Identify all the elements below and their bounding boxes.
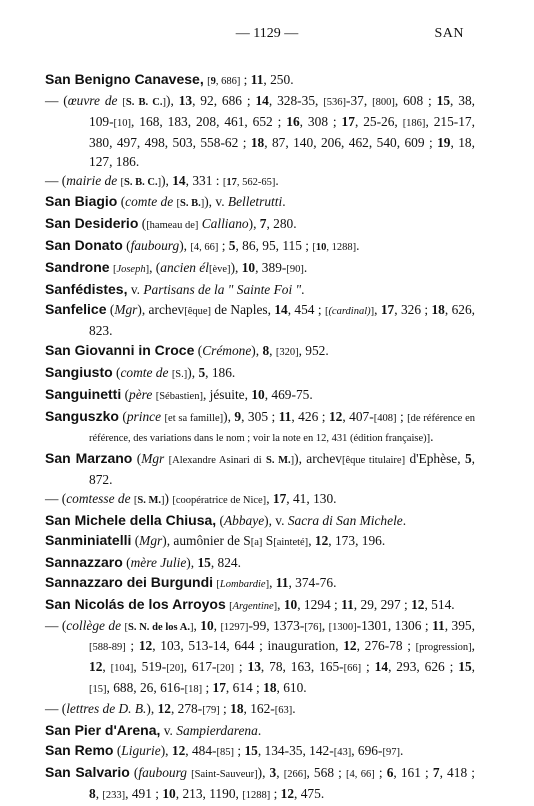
index-entry: San Remo (Ligurie), 12, 484-[85] ; 15, 134-35, 142-[43], 696-[97]. [45,742,404,758]
index-entry: — (lettres de D. B.), 12, 278-[79] ; 18, 162-[63]. [45,701,296,717]
running-head: SAN [434,26,464,41]
index-entry: — (collège de [S. N. de los A.], 10, [1297]-99, 1373-[76], [1300]-1301, 1306 ; 11, 395, [588-89] ; 12, 103, 513-14, 644 ; inauguration, 12, 276-78 ; [progression], 12, [104], 519-[20], 617-[20] ; 13, 78, 163, 165-[66] ; 14, 293, 626 ; 15, [15], 688, 26, 616-[18] ; 17, 614 ; 18, 610. [45,617,476,696]
index-entry: San Giovanni in Croce (Crémone), 8, [320], 952. [45,341,329,358]
page-number: — 1129 — [235,26,299,41]
index-entry: Sanguinetti (père [Sébastien], jésuite, 10, 469-75. [45,385,313,402]
index-entry: San Nicolás de los Arroyos [Argentine], 10, 1294 ; 11, 29, 297 ; 12, 514. [45,595,455,612]
index-entry: San Donato (faubourg), [4, 66] ; 5, 86, 95, 115 ; [10, 1288]. [45,237,360,254]
index-entry: Sanminiatelli (Mgr), aumônier de S[a] S[ainteté], 12, 173, 196. [45,531,386,548]
index-entry: — (comtesse de [S. M.]) [coopératrice de Nice], 17, 41, 130. [45,491,337,507]
index-entry: San Marzano (Mgr [Alexandre Asinari di S. M.]), archev[êque titulaire] d'Ephèse, 5, 872. [45,450,475,488]
index-entry: San Michele della Chiusa, (Abbaye), v. Sacra di San Michele. [45,512,407,529]
page-header [0,26,534,46]
index-entry: Sanguszko (prince [et sa famille]), 9, 305 ; 11, 426 ; 12, 407-[408] ; [de référence en référence, des variations dans le nom ; voir la note en 12, 431 (édition française)]. [45,407,476,445]
index-entry: Sannazzaro dei Burgundi [Lombardie], 11, 374-76. [45,573,337,590]
index-entry: Sanfédistes, v. Partisans de la " Sainte Foi ". [45,281,305,298]
index-entry: San Pier d'Arena, v. Sampierdarena. [45,722,262,739]
index-entries [45,70,475,806]
index-entry: — (mairie de [S. B. C.]), 14, 331 : [17, 562-65]. [45,172,279,188]
index-entry: Sandrone [Joseph], (ancien él[ève]), 10, 389-[90]. [45,259,308,276]
index-entry: San Salvario (faubourg [Saint-Sauveur]), 3, [266], 568 ; [4, 66] ; 6, 161 ; 7, 418 ; 8, [233], 491 ; 10, 213, 1190, [1288] ; 12, 475. [45,763,475,801]
index-entry: Sangiusto (comte de [S.]), 5, 186. [45,363,236,380]
index-entry: San Desiderio ([hameau de] Calliano), 7, 280. [45,215,297,232]
index-entry: Sanfelice (Mgr), archev[êque] de Naples, 14, 454 ; [(cardinal)], 17, 326 ; 18, 626, 823. [45,300,475,338]
index-entry: San Biagio (comte de [S. B.]), v. Belletrutti. [45,193,286,210]
index-entry: Sannazzaro (mère Julie), 15, 824. [45,553,241,570]
index-entry: — (œuvre de [S. B. C.]), 13, 92, 686 ; 14, 328-35, [536]-37, [800], 608 ; 15, 38, 109-[10], 168, 183, 208, 461, 652 ; 16, 308 ; 17, 25-26, [186], 215-17, 380, 497, 498, 503, 558-62 ; 18, 87, 140, 206, 462, 540, 609 ; 19, 18, 127, 186. [45,92,475,169]
index-entry: San Benigno Canavese, [9, 686] ; 11, 250. [45,71,294,87]
